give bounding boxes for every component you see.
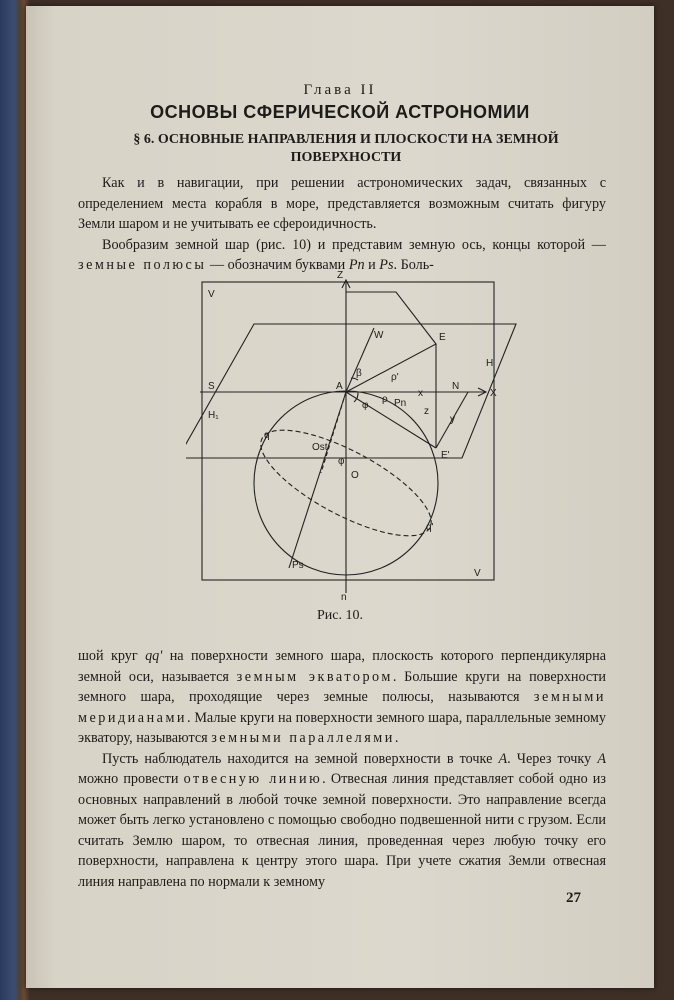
symbol-a-2: A bbox=[597, 750, 606, 767]
symbol-a-1: A bbox=[498, 750, 508, 767]
axis-pn-ps bbox=[289, 392, 346, 568]
paragraph-4 bbox=[78, 749, 606, 893]
p3-text-a: шой круг bbox=[78, 648, 138, 664]
chapter-title: ОСНОВЫ СФЕРИЧЕСКОЙ АСТРОНОМИИ bbox=[150, 102, 530, 122]
label-s: S bbox=[208, 381, 215, 392]
label-o: O bbox=[351, 470, 359, 481]
label-z: Z bbox=[337, 270, 344, 281]
line-aw bbox=[346, 328, 374, 392]
label-y: y bbox=[450, 414, 455, 425]
intro-text bbox=[78, 173, 606, 276]
book-page bbox=[26, 6, 654, 988]
para2-and: и bbox=[368, 257, 376, 273]
section-title: § 6. ОСНОВНЫЕ НАПРАВЛЕНИЯ И ПЛОСКОСТИ НА ЗЕМНОЙ ПОВЕРХНОСТИ bbox=[133, 132, 559, 165]
p3-text-e: . bbox=[394, 730, 399, 746]
label-v-top: V bbox=[208, 289, 215, 300]
p4-text-a: Пусть наблюдатель находится на земной поверхности в точке bbox=[102, 750, 493, 767]
label-n-bottom: n bbox=[341, 592, 347, 603]
paragraph-3 bbox=[78, 646, 606, 749]
label-z-small: z bbox=[424, 406, 429, 417]
label-n: N bbox=[452, 381, 460, 392]
label-rho-prime: ρ' bbox=[391, 372, 399, 383]
para2-text-b: — обозначим буквами bbox=[209, 257, 346, 273]
label-ps: Ps bbox=[292, 560, 304, 571]
para2-text-a: Вообразим земной шар (рис. 10) и представим земную ось, концы которой — bbox=[102, 236, 606, 253]
label-x-small: x bbox=[418, 388, 423, 399]
figure-caption: Рис. 10. bbox=[317, 608, 363, 623]
term-earth-parallels: земными параллелями bbox=[211, 730, 395, 746]
label-q-prime: q' bbox=[426, 522, 434, 533]
symbol-qq: qq' bbox=[145, 648, 163, 664]
symbol-pn: Pn bbox=[348, 257, 365, 273]
label-x-axis: X bbox=[490, 388, 497, 399]
vertical-plane-v bbox=[202, 282, 494, 580]
label-beta: β bbox=[356, 368, 362, 379]
term-earth-meridians: земными меридианами bbox=[78, 689, 606, 726]
term-earth-poles: земные полюсы bbox=[78, 257, 207, 273]
chapter-label: Глава II bbox=[303, 82, 377, 98]
p4-text-d: . Отвесная линия представляет собой одно из основных направлений в любой точке земной поверхности. Это направление всегда может быть легко установлено с помощью свободно подвешенной нити с грузом. Если считать Землю шаром, то отвесная линия, проведенная через любую точку его поверхности, направлена к центру этого шара. При учете сжатия Земли отвесная линия направлена по нормали к земному bbox=[78, 771, 606, 890]
symbol-ps: Ps bbox=[379, 257, 394, 273]
label-v-bottom: V bbox=[474, 568, 481, 579]
p3-text-c: . Большие круги на поверхности земного шара, проходящие через земные полюсы, называются bbox=[78, 668, 606, 705]
line-ae-prime bbox=[346, 392, 436, 448]
label-phi: φ bbox=[362, 400, 369, 411]
p3-text-b: на поверхности земного шара, плоскость которого перпендикулярна земной оси, называется bbox=[78, 648, 606, 685]
para2-text-c: . Боль- bbox=[393, 257, 434, 273]
label-q: q bbox=[264, 430, 270, 441]
label-e: E bbox=[439, 332, 446, 343]
paragraph-1: Как и в навигации, при решении астрономических задач, связанных с определением места корабля в море, представляется возможным считать фигуру Земли шаром и не учитывать ее сфероидичность. bbox=[78, 175, 606, 232]
p3-text-d: . Малые круги на поверхности земного шара, параллельные земному экватору, называются bbox=[78, 709, 606, 746]
body-text bbox=[78, 646, 606, 892]
label-rho: ρ bbox=[382, 394, 388, 405]
page-number: 27 bbox=[566, 890, 581, 906]
label-h: H bbox=[486, 358, 494, 369]
p4-text-b: . Через точку bbox=[507, 750, 592, 767]
label-e-prime: E' bbox=[441, 450, 450, 461]
label-h1: H₁ bbox=[208, 410, 219, 421]
label-phi-2: φ bbox=[338, 456, 345, 467]
label-a: A bbox=[336, 381, 343, 392]
p4-text-c: можно провести bbox=[78, 771, 179, 787]
figure-diagram bbox=[186, 268, 526, 608]
term-earth-equator: земным экватором bbox=[236, 668, 393, 685]
figure-10 bbox=[186, 268, 526, 608]
label-ost: Ost bbox=[312, 442, 328, 453]
label-w: W bbox=[374, 330, 384, 341]
term-plumb-line: отвесную линию bbox=[183, 771, 323, 787]
label-pn: Pn bbox=[394, 398, 407, 409]
